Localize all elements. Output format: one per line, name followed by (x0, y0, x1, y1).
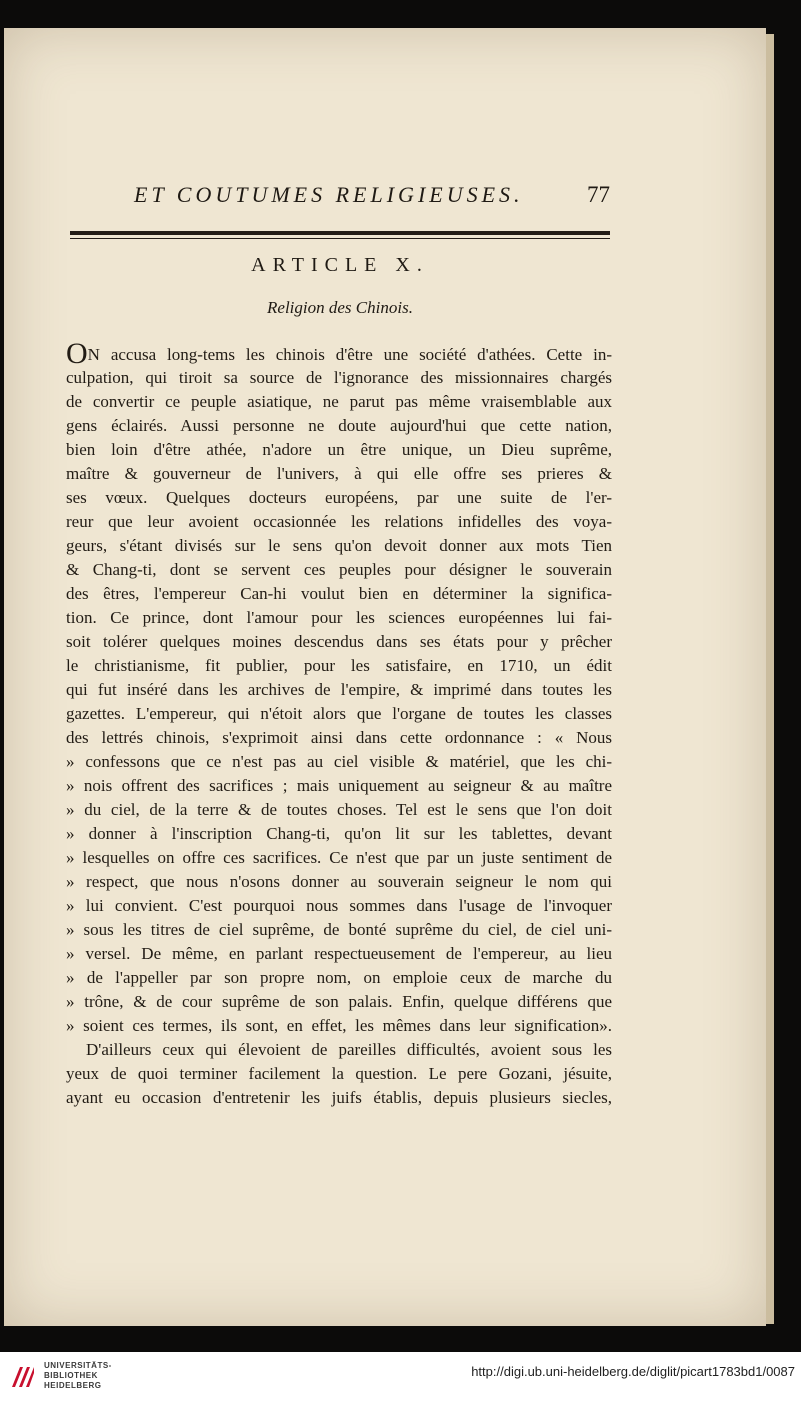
text-line: yeux de quoi terminer facilement la question. Le pere Gozani, jésuite, (66, 1064, 612, 1083)
text-line: bien loin d'être athée, n'adore un être unique, un Dieu suprême, (66, 440, 612, 459)
text-line: ses vœux. Quelques docteurs européens, par une suite de l'er- (66, 488, 612, 507)
library-name-line: UNIVERSITÄTS- (44, 1361, 112, 1370)
text-line: qui fut inséré dans les archives de l'empire, & imprimé dans toutes les (66, 680, 612, 699)
drop-cap: O (66, 342, 88, 366)
running-title: ET COUTUMES RELIGIEUSES. (134, 182, 524, 207)
header-rule-thick (70, 231, 610, 235)
text-line: de convertir ce peuple asiatique, ne parut pas même vraisemblable aux (66, 392, 612, 411)
text-line: & Chang-ti, dont se servent ces peuples pour désigner le souverain (66, 560, 612, 579)
body-text (66, 342, 612, 1110)
quote-line: » trône, & de cour suprême de son palais. Enfin, quelque différens que (66, 992, 612, 1011)
article-subtitle: Religion des Chinois. (267, 298, 413, 317)
quote-line: » nois offrent des sacrifices ; mais uniquement au seigneur & au maître (66, 776, 612, 795)
text-line: tion. Ce prince, dont l'amour pour les sciences européennes lui fai- (66, 608, 612, 627)
text-line: culpation, qui tiroit sa source de l'ignorance des missionnaires chargés (66, 368, 612, 387)
quote-line: » de l'appeller par son propre nom, on emploie ceux de marche du (66, 968, 612, 987)
quote-line: » respect, que nous n'osons donner au souverain seigneur le nom qui (66, 872, 612, 891)
page-number: 77 (587, 182, 610, 207)
quote-line: » soient ces termes, ils sont, en effet, les mêmes dans leur signification». (66, 1016, 612, 1035)
quote-line: » versel. De même, en parlant respectueusement de l'empereur, au lieu (66, 944, 612, 963)
footer-bar (0, 1352, 801, 1408)
text-line: ayant eu occasion d'entretenir les juifs établis, depuis plusieurs siecles, (66, 1088, 612, 1107)
quote-line: » confessons que ce n'est pas au ciel visible & matériel, que les chi- (66, 752, 612, 771)
text-line: reur que leur avoient occasionnée les relations infidelles des voya- (66, 512, 612, 531)
source-url[interactable]: http://digi.ub.uni-heidelberg.de/diglit/picart1783bd1/0087 (471, 1364, 795, 1379)
page-edge (766, 34, 774, 1324)
text-line: gens éclairés. Aussi personne ne doute aujourd'hui que cette nation, (66, 416, 612, 435)
quote-line: » sous les titres de ciel suprême, de bonté suprême du ciel, de ciel uni- (66, 920, 612, 939)
text-line: D'ailleurs ceux qui élevoient de pareilles difficultés, avoient sous les (86, 1040, 612, 1059)
text-line: maître & gouverneur de l'univers, à qui elle offre ses prieres & (66, 464, 612, 483)
header-rule-thin (70, 238, 610, 239)
quote-line: » lesquelles on offre ces sacrifices. Ce n'est que par un juste sentiment de (66, 848, 612, 867)
text-line: geurs, s'étant divisés sur le sens qu'on devoit donner aux mots Tien (66, 536, 612, 555)
library-name-line: HEIDELBERG (44, 1381, 102, 1390)
text-line: soit tolérer quelques moines descendus dans ses états pour y prêcher (66, 632, 612, 651)
text-line-content: N accusa long-tems les chinois d'être une société d'athées. Cette in- (87, 345, 612, 364)
heidelberg-library-logo-icon[interactable] (10, 1363, 36, 1389)
text-line: gazettes. L'empereur, qui n'étoit alors que l'organe de toutes les classes (66, 704, 612, 723)
library-name[interactable] (44, 1361, 112, 1391)
text-line: des êtres, l'empereur Can-hi voulut bien en déterminer la significa- (66, 584, 612, 603)
library-name-line: BIBLIOTHEK (44, 1371, 98, 1380)
page-header (134, 178, 620, 218)
quote-line: » lui convient. C'est pourquoi nous sommes dans l'usage de l'invoquer (66, 896, 612, 915)
quote-line: » donner à l'inscription Chang-ti, qu'on lit sur les tablettes, devant (66, 824, 612, 843)
text-line: des lettrés chinois, s'exprimoit ainsi dans cette ordonnance : « Nous (66, 728, 612, 747)
text-line (66, 342, 612, 366)
article-heading: ARTICLE X. (251, 254, 429, 276)
text-line: le christianisme, fit publier, pour les satisfaire, en 1710, un édit (66, 656, 612, 675)
quote-line: » du ciel, de la terre & de toutes choses. Tel est le sens que l'on doit (66, 800, 612, 819)
